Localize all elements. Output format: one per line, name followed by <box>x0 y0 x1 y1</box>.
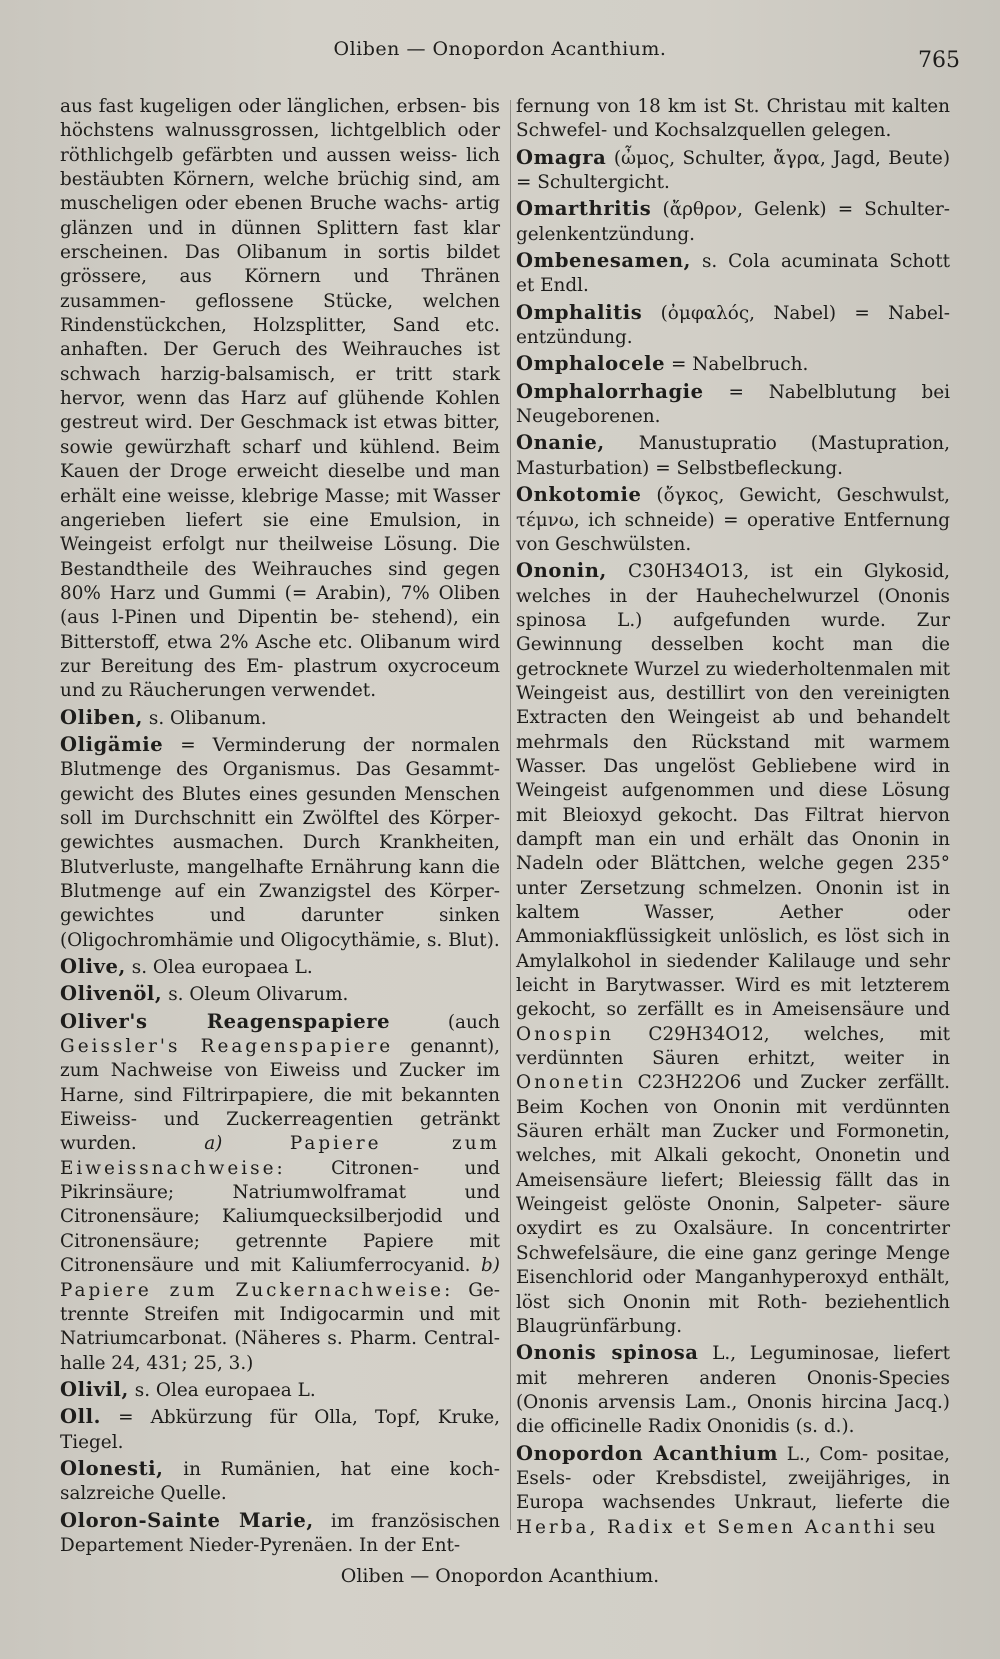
entry-oliver-reagenspapiere <box>60 1010 500 1376</box>
entry-text: s. Olea europaea L. <box>134 1379 316 1401</box>
entry-text: Citronen- und Pikrinsäure; Natriumwolframat und Citronensäure; Kaliumquecksilberjodid und Citronensäure; getrennte Papiere mit Citronensäure und mit Kaliumferrocyanid. <box>60 1157 500 1277</box>
entry-omphalocele <box>516 352 950 377</box>
entry-oligaemie <box>60 733 500 953</box>
spaced-term: Papiere zum Zuckernachweise: <box>60 1279 454 1301</box>
entry-olonesti <box>60 1457 500 1507</box>
entry-text: = Nabelbruch. <box>671 354 809 376</box>
headword: Ombenesamen, <box>516 249 692 273</box>
entry-text: genannt), zum Nachweise von Eiweiss und Zucker im Harne, sind Filtrirpapiere, die mit bekannten Eiweiss- und Zuckerreagentien getränkt wurden. <box>60 1036 500 1155</box>
entry-text: L., Com- positae, Esels- oder Krebsdistel, zweijähriges, in Europa wachsendes Unkraut, lieferte die <box>516 1443 950 1514</box>
headword: Oll. <box>60 1405 101 1429</box>
entry-text: Ge- trennte Streifen mit Indigocarmin und mit Natriumcarbonat. (Näheres s. Pharm. Central- halle 24, 431; 25, 3.) <box>60 1279 500 1374</box>
entry-text: Manustupratio (Mastupration, Masturbation) = Selbstbefleckung. <box>516 433 950 479</box>
spaced-term: Papiere zum Eiweissnachweise: <box>60 1133 500 1179</box>
right-column <box>516 95 950 1542</box>
headword: Omarthritis <box>516 197 652 221</box>
headword: Olivenöl, <box>60 982 163 1006</box>
entry-onanie <box>516 431 950 481</box>
entry-omphalorrhagie <box>516 380 950 430</box>
headword: Onkotomie <box>516 483 642 507</box>
entry-text: seu <box>903 1516 936 1538</box>
entry-text: s. Olibanum. <box>148 707 267 729</box>
entry-text: in Rumänien, hat eine koch- salzreiche Quelle. <box>60 1458 500 1505</box>
entry-text: (ἄρθρον, Gelenk) = Schulter- gelenkentzündung. <box>516 199 950 245</box>
running-head: Oliben — Onopordon Acanthium. <box>333 38 667 60</box>
headword: Olive, <box>60 955 126 979</box>
entry-onopordon-acanthium <box>516 1442 950 1540</box>
headword: Ononin, <box>516 559 607 583</box>
entry-onkotomie <box>516 483 950 557</box>
entry-text: s. Oleum Olivarum. <box>168 984 349 1006</box>
entry-text: (auch <box>447 1011 500 1033</box>
entry-ononis-spinosa <box>516 1341 950 1439</box>
entry-text: s. Olea europaea L. <box>131 957 313 979</box>
entry-ononin <box>516 559 950 1339</box>
entry-text: (ὀμφαλός, Nabel) = Nabel- entzündung. <box>516 302 950 349</box>
spaced-term: Ononetin <box>516 1072 626 1094</box>
entry-omarthritis <box>516 197 950 247</box>
entry-olivenoel <box>60 982 500 1007</box>
entry-text: im französischen Departement Nieder-Pyrenäen. In der Ent- <box>60 1510 500 1556</box>
entry-ombenesamen <box>516 249 950 299</box>
headword: Oloron-Sainte Marie, <box>60 1508 314 1532</box>
spaced-term: Geissler's Reagenspapiere <box>60 1036 394 1058</box>
entry-olivil <box>60 1378 500 1403</box>
entry-olive <box>60 955 500 980</box>
entry-text: = Nabelblutung bei Neugeborenen. <box>516 381 950 428</box>
entry-text: C23H22O6 und Zucker zerfällt. Beim Kochen von Ononin mit verdünnten Säuren erhält man Zucker und Formonetin, welches, mit Alkali gekocht, Ononetin und Ameisensäure liefert; Bleiessig fällt das in Weingeist gelöste Ononin, Salpeter- säure oxydirt es zu Oxalsäure. In concentrirter Schwefelsäure, die eine ganz geringe Menge Eisenchlorid oder Manganhyperoxyd enthält, löst sich Ononin mit Roth- beziehentlich Blaugrünfärbung. <box>516 1072 950 1337</box>
headword: Oliver's Reagenspapiere <box>60 1009 391 1033</box>
entry-text: = Abkürzung für Olla, Topf, Kruke, Tiegel. <box>60 1407 500 1453</box>
entry-omphalitis <box>516 301 950 351</box>
entry-text: s. Cola acuminata Schott et Endl. <box>516 251 950 297</box>
entry-oliben <box>60 706 500 731</box>
headword: Oliben, <box>60 705 144 729</box>
spaced-term: Onospin <box>516 1023 614 1045</box>
list-label: b) <box>481 1255 500 1277</box>
entry-omagra <box>516 146 950 196</box>
oloron-continuation: fernung von 18 km ist St. Christau mit kalten Schwefel- und Kochsalzquellen gelegen. <box>516 96 950 142</box>
entry-text: = Verminderung der normalen Blutmenge des Organismus. Das Gesammt- gewicht des Blutes eines gesunden Menschen soll im Durchschnitt ein Zwölftel des Körper- gewichtes ausmachen. Durch Krankheiten, Blutverluste, mangelhafte Ernährung kann die Blutmenge auf ein Zwanzigstel des Körper- gewichtes und darunter sinken (Oligochromhämie und Oligocythämie, s. Blut). <box>60 734 500 951</box>
entry-text: C30H34O13, ist ein Glykosid, welches in der Hauhechelwurzel (Ononis spinosa L.) aufgefunden wurde. Zur Gewinnung desselben kocht man die getrocknete Wurzel zu wiederholtenmalen mit Weingeist aus, destillirt von den vereinigten Extracten den Weingeist ab und behandelt mehrmals den Rückstand mit warmem Wasser. Das ungelöst Gebliebene wird in Weingeist aufgenommen und diese Lösung mit Bleioxyd gekocht. Das Filtrat hiervon dampft man ein und erhält das Ononin in Nadeln oder Blättchen, welche gegen 235° unter Zersetzung schmelzen. Ononin ist in kaltem Wasser, Aether oder Ammoniakflüssigkeit unlöslich, es löst sich in Amylalkohol in siedender Kalilauge und sehr leicht in Barytwasser. Wird es mit letzterem gekocht, so zerfällt es in Ameisensäure und <box>516 561 950 1021</box>
headword: Oligämie <box>60 732 164 756</box>
column-divider <box>510 100 511 1530</box>
headword: Olonesti, <box>60 1456 164 1480</box>
entry-text: (ὄγκος, Gewicht, Geschwulst, τέμνω, ich schneide) = operative Entfernung von Geschwülsten. <box>516 485 950 555</box>
olibanum-continuation: aus fast kugeligen oder länglichen, erbsen- bis höchstens walnussgrossen, lichtgelblich oder röthlichgelb gefärbten und aussen weiss- lich bestäubten Körnern, welche brüchig sind, am muscheligen oder ebenen Bruche wachs- artig glänzen und in dünnen Splittern fast klar erscheinen. Das Olibanum in sortis bildet grössere, aus Körnern und Thränen zusammen- geflossene Stücke, welchen Rindenstückchen, Holzsplitter, Sand etc. anhaften. Der Geruch des Weihrauches ist schwach harzig-balsamisch, er tritt stark hervor, wenn das Harz auf glühende Kohlen gestreut wird. Der Geschmack ist etwas bitter, sowie gewürzhaft scharf und kühlend. Beim Kauen der Droge erweicht dieselbe und man erhält eine weisse, klebrige Masse; mit Wasser angerieben liefert sie eine Emulsion, in Weingeist erfolgt nur theilweise Lösung. Die Bestandtheile des Weihrauches sind gegen 80% Harz und Gummi (= Arabin), 7% Oliben (aus l-Pinen und Dipentin be- stehend), ein Bitterstoff, etwa 2% Asche etc. Olibanum wird zur Bereitung des Em- plastrum oxycroceum und zu Räucherungen verwendet. <box>60 96 500 702</box>
list-label: a) <box>204 1133 223 1155</box>
page-footer: Oliben — Onopordon Acanthium. <box>340 1565 660 1587</box>
headword: Omphalocele <box>516 352 666 376</box>
entry-text: L., Leguminosae, liefert mit mehreren anderen Ononis-Species (Ononis arvensis Lam., Ononis hircina Jacq.) die officinelle Radix Ononidis (s. d.). <box>516 1343 950 1438</box>
left-column <box>60 95 500 1560</box>
page-number: 765 <box>918 48 960 73</box>
headword: Olivil, <box>60 1377 129 1401</box>
spaced-term: Herba, Radix et Semen Acanthi <box>516 1516 898 1538</box>
entry-text: C29H34O12, welches, mit verdünnten Säuren erhitzt, weiter in <box>516 1023 950 1070</box>
entry-text: (ὦμος, Schulter, ἄγρα, Jagd, Beute) = Schultergicht. <box>516 147 950 194</box>
entry-oloron-sainte-marie <box>60 1509 500 1559</box>
headword: Onopordon Acanthium <box>516 1441 779 1465</box>
headword: Omagra <box>516 145 607 169</box>
headword: Omphalorrhagie <box>516 379 704 403</box>
headword: Omphalitis <box>516 300 643 324</box>
entry-oll <box>60 1405 500 1455</box>
headword: Onanie, <box>516 431 605 455</box>
headword: Ononis spinosa <box>516 1341 699 1365</box>
